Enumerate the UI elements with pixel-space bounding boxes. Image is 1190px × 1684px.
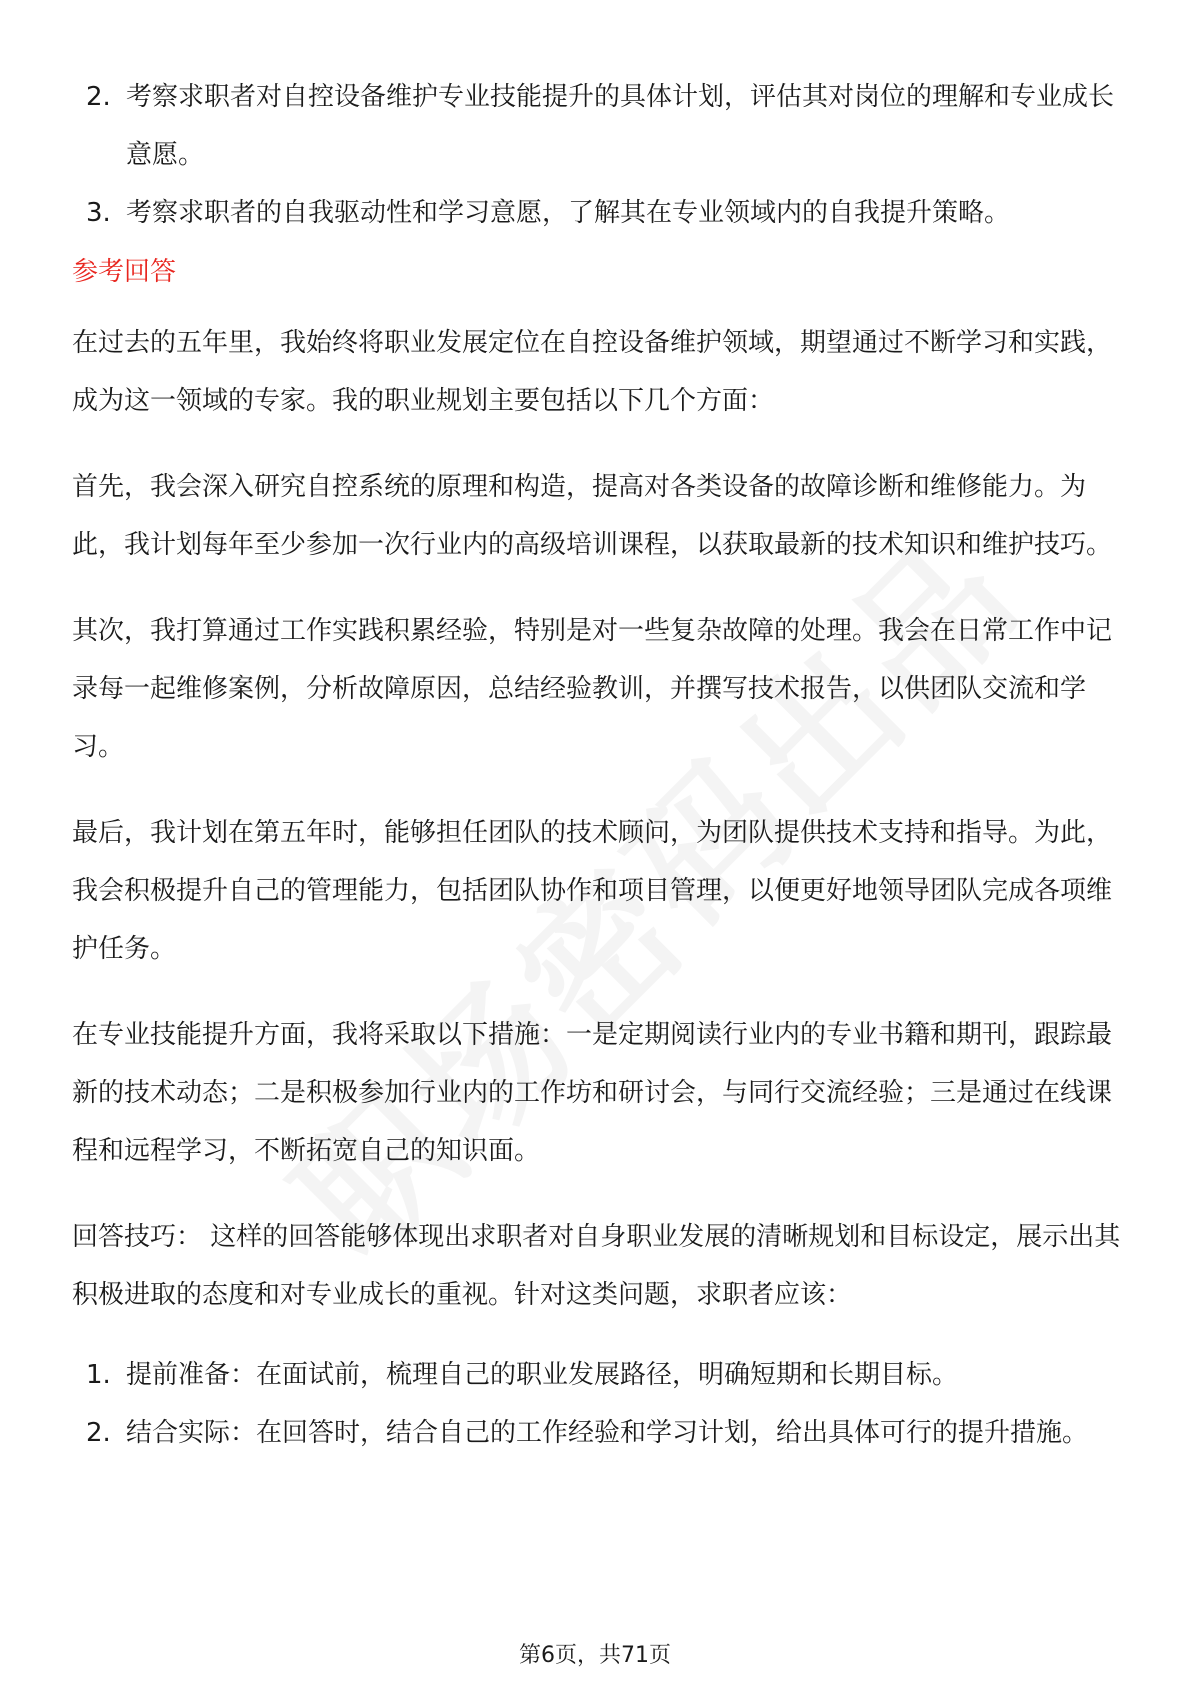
- paragraph: 首先，我会深入研究自控系统的原理和构造，提高对各类设备的故障诊断和维修能力。为此，我计划每年至少参加一次行业内的高级培训课程，以获取最新的技术知识和维护技巧。: [72, 472, 1113, 560]
- list-text: 考察求职者对自控设备维护专业技能提升的具体计划，评估其对岗位的理解和专业成长意愿。: [126, 82, 1115, 170]
- paragraph: 在专业技能提升方面，我将采取以下措施：一是定期阅读行业内的专业书籍和期刊，跟踪最新的技术动态；二是积极参加行业内的工作坊和研讨会，与同行交流经验；三是通过在线课程和远程学习，不断拓宽自己的知识面。: [72, 1020, 1113, 1166]
- list-text: 考察求职者的自我驱动性和学习意愿，了解其在专业领域内的自我提升策略。: [126, 198, 1011, 228]
- list-number: 2.: [86, 82, 111, 112]
- page-footer: 第6页，共71页: [519, 1643, 671, 1668]
- list-number: 1.: [86, 1360, 111, 1390]
- list-item: [72, 68, 1122, 184]
- paragraph: 回答技巧： 这样的回答能够体现出求职者对自身职业发展的清晰规划和目标设定，展示出其积极进取的态度和对专业成长的重视。针对这类问题，求职者应该：: [72, 1222, 1121, 1310]
- paragraph: 其次，我打算通过工作实践积累经验，特别是对一些复杂故障的处理。我会在日常工作中记录每一起维修案例，分析故障原因，总结经验教训，并撰写技术报告，以供团队交流和学习。: [72, 616, 1113, 762]
- paragraph: 最后，我计划在第五年时，能够担任团队的技术顾问，为团队提供技术支持和指导。为此，我会积极提升自己的管理能力，包括团队协作和项目管理，以便更好地领导团队完成各项维护任务。: [72, 818, 1113, 964]
- paragraph: 在过去的五年里，我始终将职业发展定位在自控设备维护领域，期望通过不断学习和实践，成为这一领域的专家。我的职业规划主要包括以下几个方面：: [72, 328, 1113, 416]
- list-text: 结合实际：在回答时，结合自己的工作经验和学习计划，给出具体可行的提升措施。: [126, 1418, 1089, 1448]
- content: [72, 68, 1122, 1462]
- list-item: [72, 1404, 1122, 1462]
- list-item: [72, 1346, 1122, 1404]
- list-item: [72, 184, 1122, 242]
- list-number: 2.: [86, 1418, 111, 1448]
- top-numbered-list: [72, 68, 1122, 242]
- list-text: 提前准备：在面试前，梳理自己的职业发展路径，明确短期和长期目标。: [126, 1360, 959, 1390]
- list-number: 3.: [86, 198, 111, 228]
- section-heading: 参考回答: [72, 257, 177, 287]
- tips-numbered-list: [72, 1346, 1122, 1462]
